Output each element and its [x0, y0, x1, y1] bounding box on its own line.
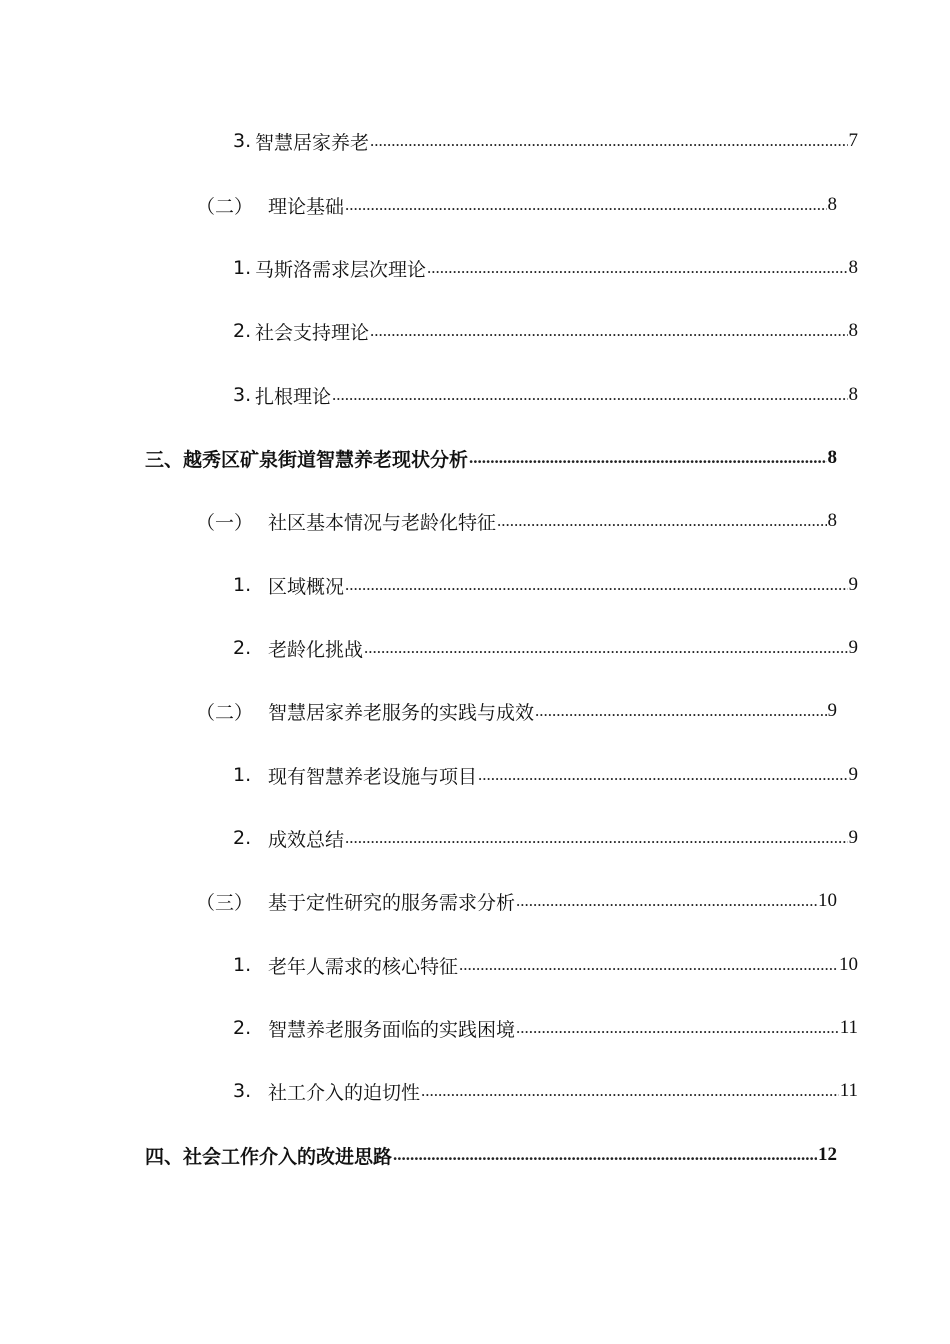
- toc-entry-title: 马斯洛需求层次理论: [255, 258, 427, 281]
- dot-leader: [535, 701, 826, 721]
- toc-entry[interactable]: [233, 380, 858, 410]
- toc-entry-title: 成效总结: [268, 828, 345, 851]
- toc-entry[interactable]: [196, 190, 837, 220]
- toc-entry-title: 基于定性研究的服务需求分析: [268, 891, 516, 914]
- toc-entry-page: 9: [848, 764, 858, 785]
- dot-leader: [516, 1018, 839, 1038]
- toc-entry-title: 越秀区矿泉街道智慧养老现状分析: [183, 448, 469, 471]
- toc-entry-number: 1.: [233, 257, 252, 279]
- dot-leader: [497, 511, 826, 531]
- toc-entry-title: 老龄化挑战: [268, 638, 364, 661]
- dot-leader: [393, 1145, 817, 1165]
- toc-entry-page: 8: [848, 384, 858, 405]
- toc-entry[interactable]: [233, 633, 858, 663]
- toc-entry-title: 社区基本情况与老龄化特征: [268, 511, 497, 534]
- toc-entry-number: （三）: [196, 891, 254, 914]
- dot-leader: [345, 575, 847, 595]
- toc-entry-page: 8: [827, 194, 837, 215]
- toc-entry[interactable]: [233, 316, 858, 346]
- dot-leader: [516, 891, 817, 911]
- toc-entry-page: 10: [839, 954, 858, 975]
- toc-entry[interactable]: [233, 253, 858, 283]
- dot-leader: [478, 765, 847, 785]
- toc-entry-number: 3.: [233, 130, 252, 152]
- toc-entry[interactable]: [196, 886, 837, 916]
- toc-entry-page: 7: [848, 130, 858, 151]
- dot-leader: [345, 195, 826, 215]
- toc-entry-page: 8: [827, 510, 837, 531]
- toc-entry-page: 8: [848, 320, 858, 341]
- toc-entry-number: 四、: [145, 1145, 184, 1168]
- toc-entry-chapter[interactable]: [145, 443, 837, 473]
- toc-entry-page: 10: [818, 890, 837, 911]
- toc-entry-title: 现有智慧养老设施与项目: [268, 765, 478, 788]
- toc-entry-title: 智慧居家养老服务的实践与成效: [268, 701, 535, 724]
- toc-entry-number: 2.: [233, 320, 252, 342]
- toc-entry-number: 1.: [233, 954, 252, 976]
- toc-entry-title: 智慧居家养老: [255, 131, 370, 154]
- toc-entry[interactable]: [233, 1013, 858, 1043]
- toc-entry[interactable]: [233, 823, 858, 853]
- toc-entry-page: 11: [839, 1080, 858, 1101]
- toc-entry-page: 11: [839, 1017, 858, 1038]
- toc-entry-title: 区域概况: [268, 575, 345, 598]
- toc-entry-page: 9: [848, 574, 858, 595]
- toc-entry-title: 社会工作介入的改进思路: [183, 1145, 393, 1168]
- toc-entry-number: 三、: [145, 448, 184, 471]
- toc-entry-number: 2.: [233, 827, 252, 849]
- dot-leader: [421, 1081, 839, 1101]
- toc-entry-title: 扎根理论: [255, 385, 332, 408]
- toc-entry-chapter[interactable]: [145, 1140, 837, 1170]
- dot-leader: [427, 258, 847, 278]
- toc-entry[interactable]: [233, 1076, 858, 1106]
- toc-entry-title: 社会支持理论: [255, 321, 370, 344]
- toc-entry-page: 9: [848, 827, 858, 848]
- toc-entry[interactable]: [233, 950, 858, 980]
- toc-entry-page: 12: [818, 1144, 837, 1165]
- dot-leader: [370, 131, 847, 151]
- toc-entry-title: 智慧养老服务面临的实践困境: [268, 1018, 516, 1041]
- toc-entry[interactable]: [233, 126, 858, 156]
- toc-entry[interactable]: [196, 696, 837, 726]
- dot-leader: [332, 385, 847, 405]
- toc-entry-page: 9: [827, 700, 837, 721]
- toc-entry-title: 老年人需求的核心特征: [268, 955, 459, 978]
- dot-leader: [345, 828, 847, 848]
- toc-entry-page: 9: [848, 637, 858, 658]
- toc-entry-number: （二）: [196, 701, 254, 724]
- dot-leader: [469, 448, 826, 468]
- dot-leader: [364, 638, 847, 658]
- toc-entry[interactable]: [233, 760, 858, 790]
- toc-entry-number: 2.: [233, 637, 252, 659]
- toc-entry-number: 1.: [233, 574, 252, 596]
- toc-entry-number: （一）: [196, 511, 254, 534]
- toc-entry-page: 8: [848, 257, 858, 278]
- toc-entry[interactable]: [233, 570, 858, 600]
- toc-entry-page: 8: [827, 447, 837, 468]
- toc-entry-number: 2.: [233, 1017, 252, 1039]
- toc-entry-title: 社工介入的迫切性: [268, 1081, 421, 1104]
- toc-entry-number: 3.: [233, 1080, 252, 1102]
- toc-entry-number: （二）: [196, 195, 254, 218]
- toc-entry-number: 1.: [233, 764, 252, 786]
- toc-entry-number: 3.: [233, 384, 252, 406]
- dot-leader: [370, 321, 847, 341]
- toc-entry-title: 理论基础: [268, 195, 345, 218]
- toc-entry[interactable]: [196, 506, 837, 536]
- dot-leader: [459, 955, 838, 975]
